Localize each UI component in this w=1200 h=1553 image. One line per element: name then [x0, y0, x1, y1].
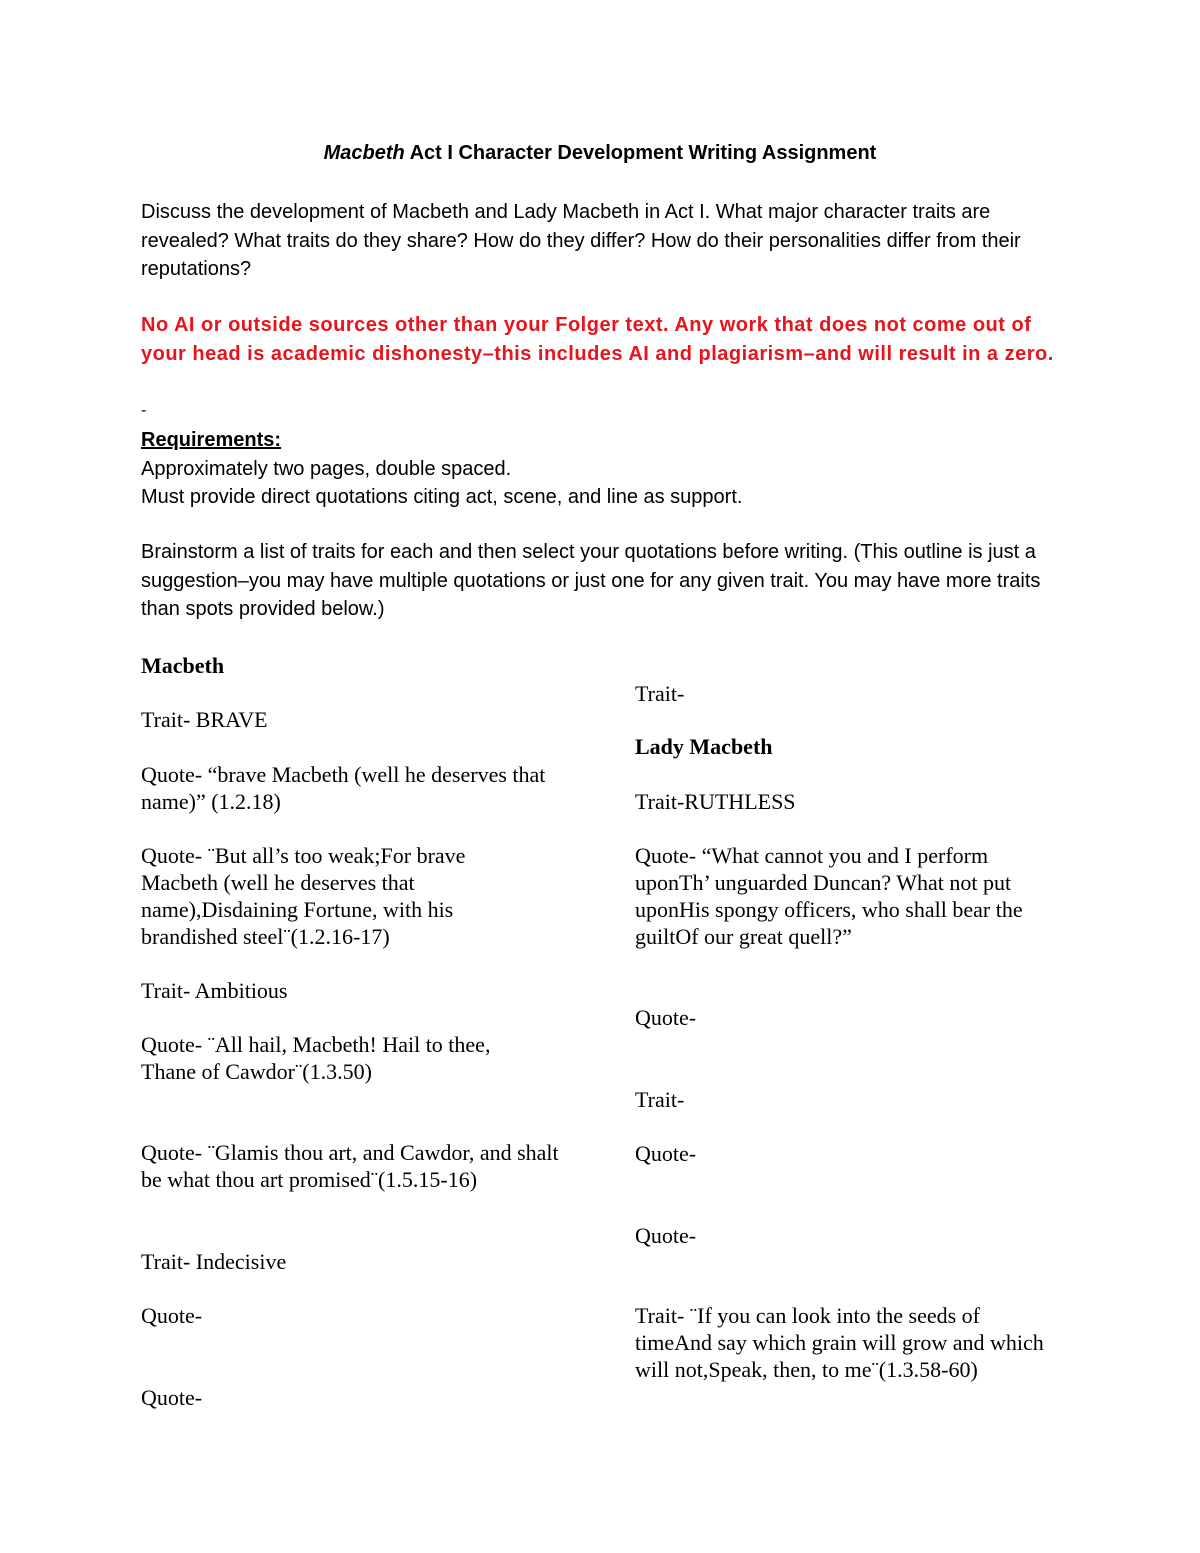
macbeth-trait-2: Trait- Ambitious	[141, 978, 288, 1003]
requirements-section	[141, 426, 1071, 512]
stray-mark: -	[141, 402, 147, 419]
requirement-quotations: Must provide direct quotations citing act, scene, and line as support.	[141, 486, 743, 508]
lady-macbeth-quote-1: Quote- “What cannot you and I perform uponTh’ unguarded Duncan? What not put uponHis spongy officers, who shall bear the guiltOf our great quell?”	[635, 843, 1023, 949]
lady-macbeth-quote-3: Quote-	[635, 1141, 697, 1166]
brainstorm-paragraph: Brainstorm a list of traits for each and then select your quotations before writing. (This outline is just a suggestion–you may have multiple quotations or just one for any given trait. You may have more traits than spots provided below.)	[141, 541, 1041, 620]
title-rest: Act I Character Development Writing Assignment	[404, 142, 877, 164]
lady-macbeth-trait-1: Trait-RUTHLESS	[635, 789, 796, 814]
lady-macbeth-trait-2: Trait-	[635, 1087, 685, 1112]
title-italic: Macbeth	[323, 142, 405, 164]
macbeth-quote-2: Quote- ¨But all’s too weak;For brave Macbeth (well he deserves that name),Disdaining Fortune, with his brandished steel¨(1.2.16-17)	[141, 843, 466, 949]
warning-paragraph: No AI or outside sources other than your Folger text. Any work that does not come out of your head is academic dishonesty–this includes AI and plagiarism–and will result in a zero.	[141, 314, 1054, 365]
macbeth-trait-3: Trait- Indecisive	[141, 1249, 287, 1274]
requirements-heading: Requirements:	[141, 429, 282, 451]
requirement-length: Approximately two pages, double spaced.	[141, 457, 512, 480]
macbeth-quote-5: Quote-	[141, 1303, 203, 1328]
macbeth-quote-4: Quote- ¨Glamis thou art, and Cawdor, and shalt be what thou art promised¨(1.5.15-16)	[141, 1140, 559, 1192]
macbeth-heading: Macbeth	[141, 653, 225, 678]
macbeth-quote-3: Quote- ¨All hail, Macbeth! Hail to thee, Thane of Cawdor¨(1.3.50)	[141, 1032, 491, 1084]
macbeth-quote-1: Quote- “brave Macbeth (well he deserves that name)” (1.2.18)	[141, 762, 546, 814]
macbeth-trait-1: Trait- BRAVE	[141, 707, 268, 732]
page-title	[0, 142, 1200, 165]
prompt-paragraph: Discuss the development of Macbeth and Lady Macbeth in Act I. What major character traits are revealed? What traits do they share? How do they differ? How do their personalities differ from their reputations?	[141, 201, 1021, 280]
lady-macbeth-quote-4: Quote-	[635, 1223, 697, 1248]
lady-macbeth-heading: Lady Macbeth	[635, 734, 773, 759]
lady-macbeth-trait-3: Trait- ¨If you can look into the seeds of timeAnd say which grain will grow and which will not,Speak, then, to me¨(1.3.58-60)	[635, 1303, 1044, 1382]
macbeth-quote-6: Quote-	[141, 1385, 203, 1410]
right-trait-top: Trait-	[635, 681, 685, 706]
lady-macbeth-quote-2: Quote-	[635, 1005, 697, 1030]
